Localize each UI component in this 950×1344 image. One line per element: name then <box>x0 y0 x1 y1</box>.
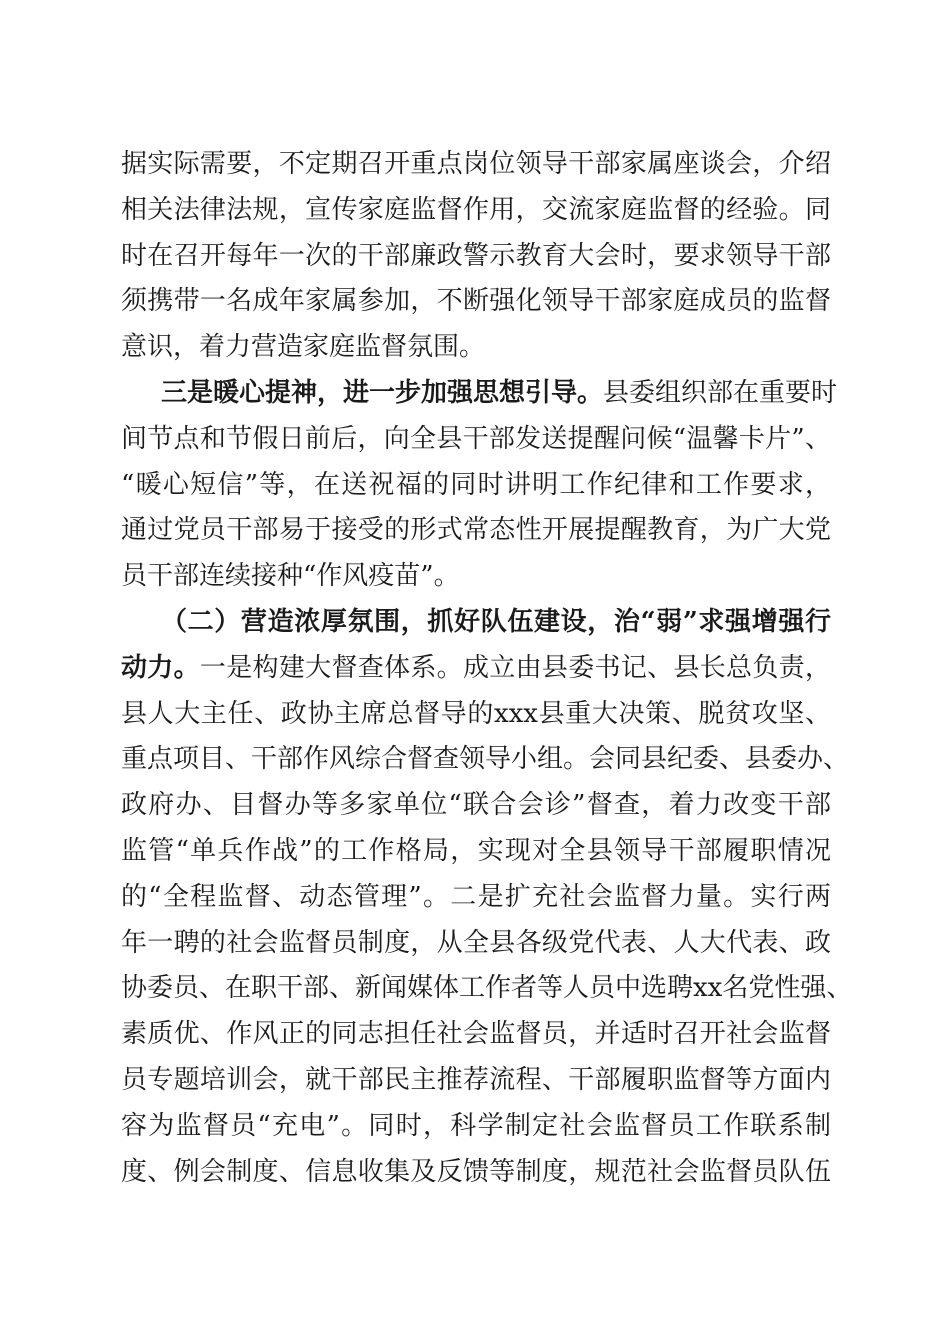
text-line: 时在召开每年一次的干部廉政警示教育大会时，要求领导干部 <box>121 240 831 271</box>
text-line: 素质优、作风正的同志担任社会监督员，并适时召开社会监督 <box>121 1019 831 1050</box>
text-line: 监管“单兵作战”的工作格局，实现对全县领导干部履职情况 <box>121 835 831 866</box>
paragraph-heading: 三是暖心提神，进一步加强思想引导。 <box>161 377 604 408</box>
text-line: 的“全程监督、动态管理”。二是扩充社会监督力量。实行两 <box>121 881 831 912</box>
text-line <box>121 646 831 692</box>
paragraph-family-supervision <box>121 142 831 371</box>
body-text <box>121 142 853 1195</box>
text-line: “暖心短信”等，在送祝福的同时讲明工作纪律和工作要求， <box>121 469 831 500</box>
text-line: 重点项目、干部作风综合督查领导小组。会同县纪委、县委办、 <box>121 744 850 775</box>
text-line: 间节点和节假日前后，向全县干部发送提醒问候“温馨卡片”、 <box>121 423 831 454</box>
text-line: 年一聘的社会监督员制度，从全县各级党代表、人大代表、政 <box>121 927 831 958</box>
text-line: 意识，着力营造家庭监督氛围。 <box>121 332 486 363</box>
text-line: 须携带一名成年家属参加，不断强化领导干部家庭成员的监督 <box>121 286 831 317</box>
text-line: 员专题培训会，就干部民主推荐流程、干部履职监督等方面内 <box>121 1064 831 1095</box>
text-run: 一是构建大督查体系。成立由县委书记、县长总负责， <box>199 652 831 683</box>
text-line: 容为监督员“充电”。同时，科学制定社会监督员工作联系制 <box>121 1110 831 1141</box>
section-heading-end: 动力。 <box>121 652 200 683</box>
text-line: 政府办、目督办等多家单位“联合会诊”督查，着力改变干部 <box>121 790 831 821</box>
paragraph-ideological-guidance <box>121 371 838 600</box>
paragraph-team-building <box>121 600 853 1195</box>
text-line: 度、例会制度、信息收集及反馈等制度，规范社会监督员队伍 <box>121 1156 831 1187</box>
text-line: 县人大主任、政协主席总督导的xxx县重大决策、脱贫攻坚、 <box>121 698 831 729</box>
text-line: 相关法律法规，宣传家庭监督作用，交流家庭监督的经验。同 <box>121 194 831 225</box>
text-line: 员干部连续接种“作风疫苗”。 <box>121 561 460 592</box>
text-line: 通过党员干部易于接受的形式常态性开展提醒教育，为广大党 <box>121 515 831 546</box>
section-heading: （二）营造浓厚氛围，抓好队伍建设，治“弱”求强增强行 <box>161 606 831 637</box>
text-line: 协委员、在职干部、新闻媒体工作者等人员中选聘xx名党性强、 <box>121 973 853 1004</box>
text-line: 据实际需要，不定期召开重点岗位领导干部家属座谈会，介绍 <box>121 149 831 179</box>
text-run: 县委组织部在重要时 <box>603 377 838 408</box>
text-line <box>121 371 838 417</box>
